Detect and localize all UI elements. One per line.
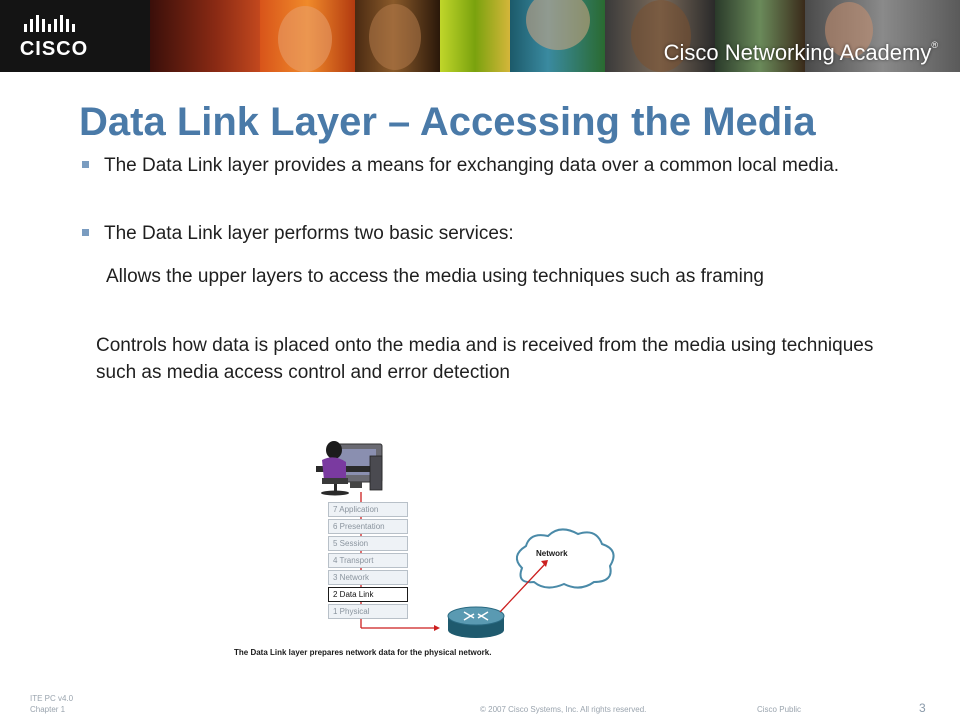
banner-photo	[355, 0, 440, 72]
user-at-computer-icon	[316, 441, 382, 496]
figure-caption: The Data Link layer prepares network data for the physical network.	[234, 648, 492, 657]
banner-photo	[260, 0, 355, 72]
data-link-figure	[230, 436, 640, 666]
bullet-square-icon	[82, 161, 89, 168]
page-number: 3	[919, 701, 926, 715]
footer-classification: Cisco Public	[757, 705, 802, 714]
sub-bullet-text: Allows the upper layers to access the media using techniques such as framing	[106, 266, 764, 287]
bullet-square-icon	[82, 229, 89, 236]
osi-layer-session: 5 Session	[328, 536, 408, 551]
osi-layer-network: 3 Network	[328, 570, 408, 585]
banner-photo	[440, 0, 510, 72]
bullet-text: The Data Link layer performs two basic services:	[104, 223, 514, 244]
banner-photo	[510, 0, 605, 72]
osi-layer-data-link: 2 Data Link	[328, 587, 408, 602]
osi-layer-application: 7 Application	[328, 502, 408, 517]
cisco-logo	[14, 14, 94, 60]
footer-course: ITE PC v4.0	[30, 694, 74, 703]
osi-layer-physical: 1 Physical	[328, 604, 408, 619]
slide-title: Data Link Layer – Accessing the Media	[79, 100, 816, 144]
bullet-item	[80, 220, 844, 247]
figure-drawing	[230, 436, 640, 666]
footer-chapter: Chapter 1	[30, 705, 66, 714]
footer-copyright: © 2007 Cisco Systems, Inc. All rights reserved.	[480, 705, 647, 714]
network-cloud-label: Network	[536, 549, 568, 558]
bullet-text: The Data Link layer provides a means for exchanging data over a common local media.	[104, 155, 840, 176]
router-icon	[448, 607, 504, 638]
cisco-bars-icon	[14, 14, 94, 36]
sub-bullet-text: Controls how data is placed onto the media and is received from the media using techniques such as media access control and error detection	[96, 335, 874, 383]
banner-photo	[150, 0, 260, 72]
osi-layer-transport: 4 Transport	[328, 553, 408, 568]
osi-layer-presentation: 6 Presentation	[328, 519, 408, 534]
networking-academy-label: Cisco Networking Academy®	[663, 40, 938, 65]
cisco-wordmark: CISCO	[19, 38, 89, 60]
header-banner	[0, 0, 960, 72]
bullet-item	[80, 152, 844, 179]
